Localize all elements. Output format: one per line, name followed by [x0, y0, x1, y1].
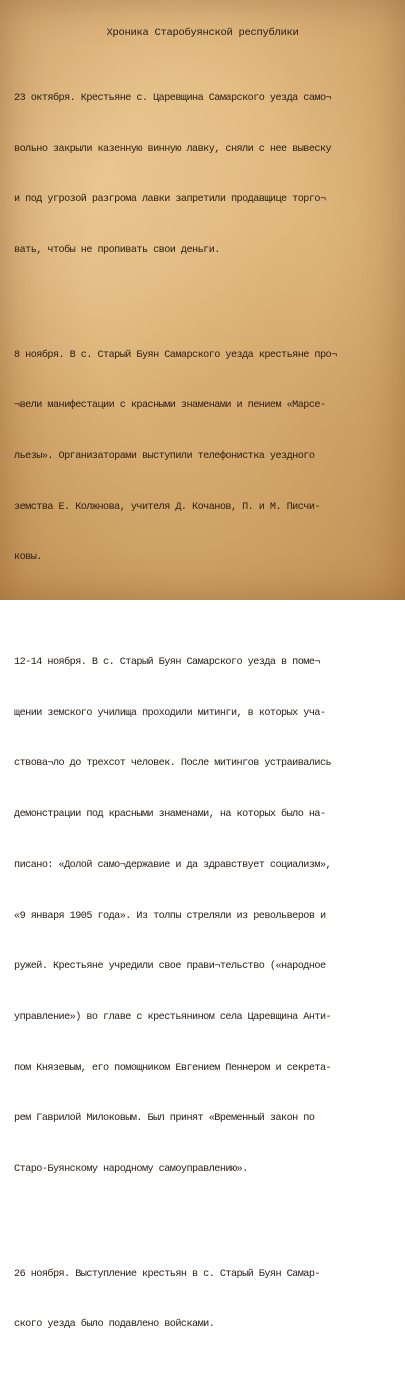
entry-nov-26	[14, 1233, 394, 1368]
text-line: и под угрозой разгрома лавки запретили продавщице торго¬	[14, 194, 326, 206]
text-line: управление») во главе с крестьянином села Царевщина Анти-	[14, 1011, 332, 1023]
text-line: рем Гаврилой Милоковым. Был принят «Временный закон по	[14, 1113, 315, 1125]
text-line: ствова¬ло до трехсот человек. После митингов устраивались	[14, 758, 332, 770]
text-line: 23 октября. Крестьяне с. Царевщина Самарского уезда само¬	[14, 92, 332, 104]
text-line: «9 января 1905 года». Из толпы стреляли из револьверов и	[14, 910, 326, 922]
text-line: ковы.	[14, 552, 42, 564]
text-line: 8 ноября. В с. Старый Буян Самарского уезда крестьяне про¬	[14, 349, 337, 361]
text-line: 26 ноября. Выступление крестьян в с. Старый Буян Самар-	[14, 1268, 320, 1280]
text-line: писано: «Долой само¬державие и да здравствует социализм»,	[14, 859, 332, 871]
text-line: ¬вели манифестации с красными знаменами и пением «Марсе-	[14, 400, 326, 412]
entry-oct-23	[14, 57, 394, 294]
text-line: щении земского училища проходили митинги, в которых уча-	[14, 707, 326, 719]
entry-nov-8	[14, 314, 394, 601]
text-line: ского уезда было подавлено войсками.	[14, 1319, 215, 1331]
text-line: вольно закрыли казенную винную лавку, сняли с нее вывеску	[14, 143, 332, 155]
chronicle-entries	[14, 57, 394, 1388]
text-line: Старо-Буянскому народному самоуправлению».	[14, 1164, 248, 1176]
text-line: демонстрации под красными знаменами, на которых было на-	[14, 809, 326, 821]
entry-nov-12-14	[14, 621, 394, 1213]
text-line: льезы». Организаторами выступили телефонистка уездного	[14, 450, 315, 462]
page-title: Хроника Старобуянской республики	[106, 27, 299, 39]
text-line: пом Князевым, его помощником Евгением Пеннером и секрета-	[14, 1062, 332, 1074]
text-line: вать, чтобы не пропивать свои деньги.	[14, 244, 220, 256]
text-line: ружей. Крестьяне учредили свое прави¬тельство («народное	[14, 961, 326, 973]
text-line: 12-14 ноября. В с. Старый Буян Самарского уезда в поме¬	[14, 656, 320, 668]
text-line: земства Е. Колжнова, учителя Д. Кочанов, П. и М. Писчи-	[14, 501, 320, 513]
